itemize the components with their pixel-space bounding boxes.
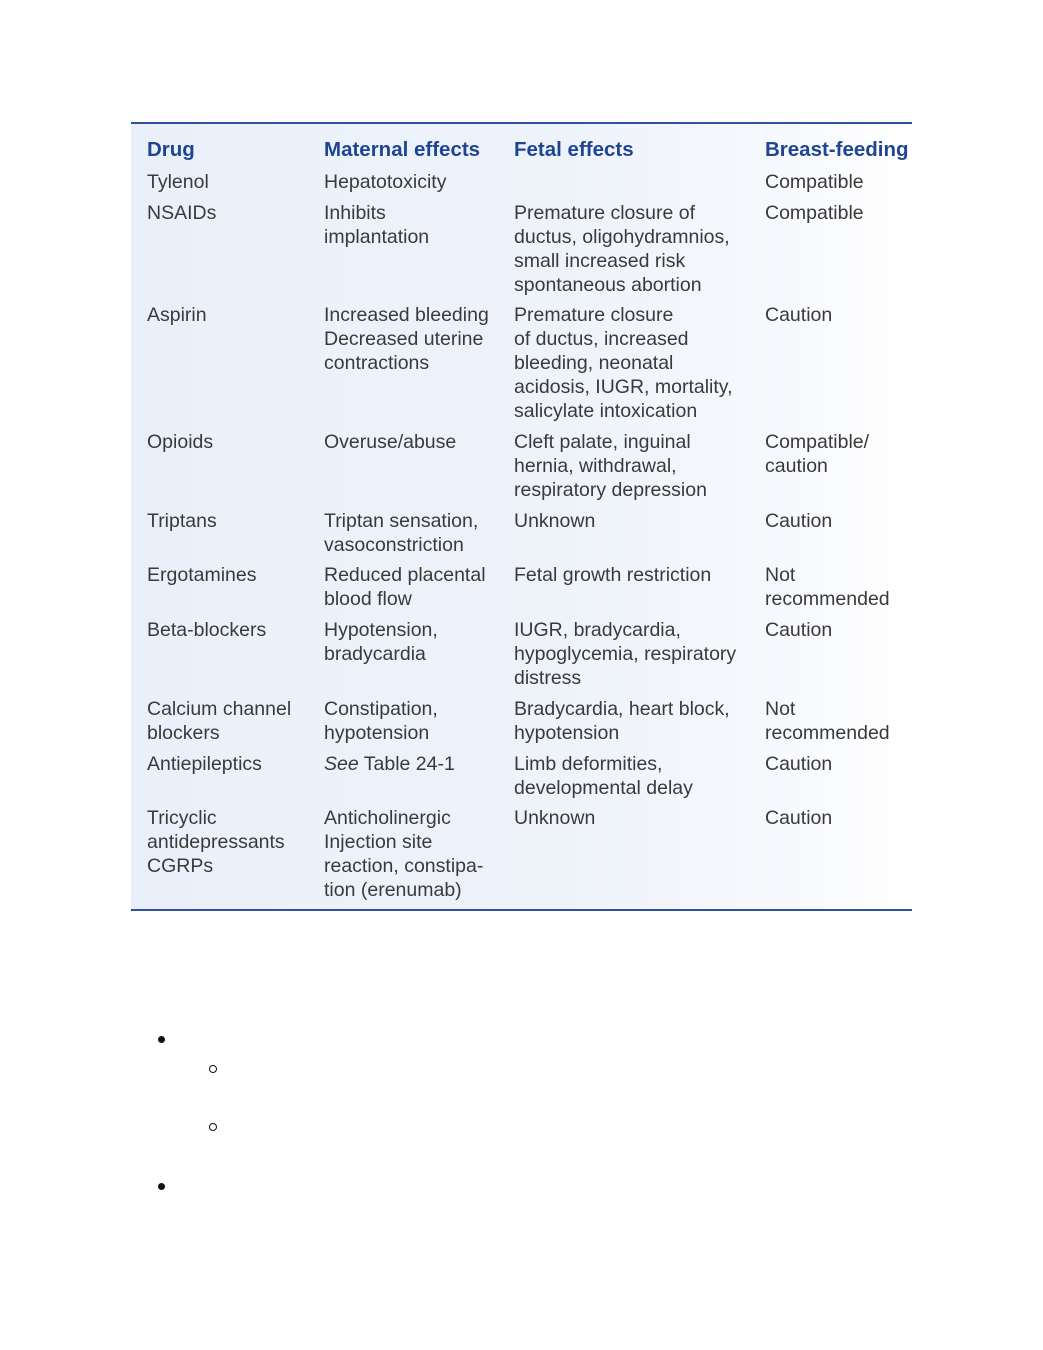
cell-drug: Aspirin (147, 304, 207, 326)
bullet-disc-icon (158, 1036, 165, 1043)
cell-fetal: Premature closure of ductus, oligohydramnios, small increased risk spontaneous abortion (514, 202, 730, 296)
cell-maternal: Hypotension, bradycardia (324, 619, 438, 665)
cell-breast: Caution (765, 807, 833, 829)
cell-fetal: Bradycardia, heart block, hypotension (514, 698, 730, 744)
cell-breast: Not recommended (765, 564, 890, 610)
cell-maternal: Constipation, hypotension (324, 698, 438, 744)
cell-maternal: Triptan sensation, vasoconstriction (324, 510, 479, 556)
cell-breast: Caution (765, 304, 833, 326)
cell-maternal: Anticholinergic Injection site reaction, constipa- tion (erenumab) (324, 807, 484, 901)
cell-breast: Compatible (765, 171, 864, 193)
cell-fetal: Fetal growth restriction (514, 564, 712, 586)
cell-maternal: Overuse/abuse (324, 431, 457, 453)
cell-maternal: Hepatotoxicity (324, 171, 447, 193)
cell-drug: NSAIDs (147, 202, 217, 224)
cell-breast: Compatible/ caution (765, 431, 870, 477)
cell-maternal: Inhibits implantation (324, 202, 430, 248)
cell-breast: Caution (765, 510, 833, 532)
cell-maternal: Increased bleeding Decreased uterine contractions (324, 304, 489, 374)
cell-fetal: Limb deformities, developmental delay (514, 753, 693, 799)
cell-drug: Antiepileptics (147, 753, 262, 775)
cell-drug: Triptans (147, 510, 217, 532)
cell-maternal (324, 752, 509, 776)
cell-breast: Compatible (765, 202, 864, 224)
drug-table (131, 122, 912, 911)
cell-fetal: Cleft palate, inguinal hernia, withdrawal, respiratory depression (514, 431, 707, 501)
cell-breast: Caution (765, 753, 833, 775)
cell-breast: Caution (765, 619, 833, 641)
bullet-disc-icon (158, 1183, 165, 1190)
cell-drug: Opioids (147, 431, 214, 453)
cell-fetal: Unknown (514, 510, 596, 532)
cell-drug: Beta-blockers (147, 619, 267, 641)
see-reference: See (324, 753, 359, 775)
table-reference: Table 24-1 (358, 753, 455, 775)
cell-maternal: Reduced placental blood flow (324, 564, 486, 610)
cell-drug: Tricyclic antidepressants CGRPs (147, 807, 285, 877)
cell-drug: Ergotamines (147, 564, 257, 586)
cell-fetal: Premature closure of ductus, increased bleeding, neonatal acidosis, IUGR, mortality, salicylate intoxication (514, 304, 733, 422)
cell-fetal: Unknown (514, 807, 596, 829)
header-fetal-effects: Fetal effects (514, 138, 634, 161)
cell-drug: Tylenol (147, 171, 209, 193)
bullet-circle-icon (209, 1065, 217, 1073)
cell-fetal: IUGR, bradycardia, hypoglycemia, respiratory distress (514, 619, 737, 689)
bullet-circle-icon (209, 1123, 217, 1131)
cell-breast: Not recommended (765, 698, 890, 744)
header-maternal-effects: Maternal effects (324, 138, 481, 161)
header-breast-feeding: Breast-feeding (765, 138, 909, 161)
header-drug: Drug (147, 138, 195, 161)
cell-drug: Calcium channel blockers (147, 698, 292, 744)
